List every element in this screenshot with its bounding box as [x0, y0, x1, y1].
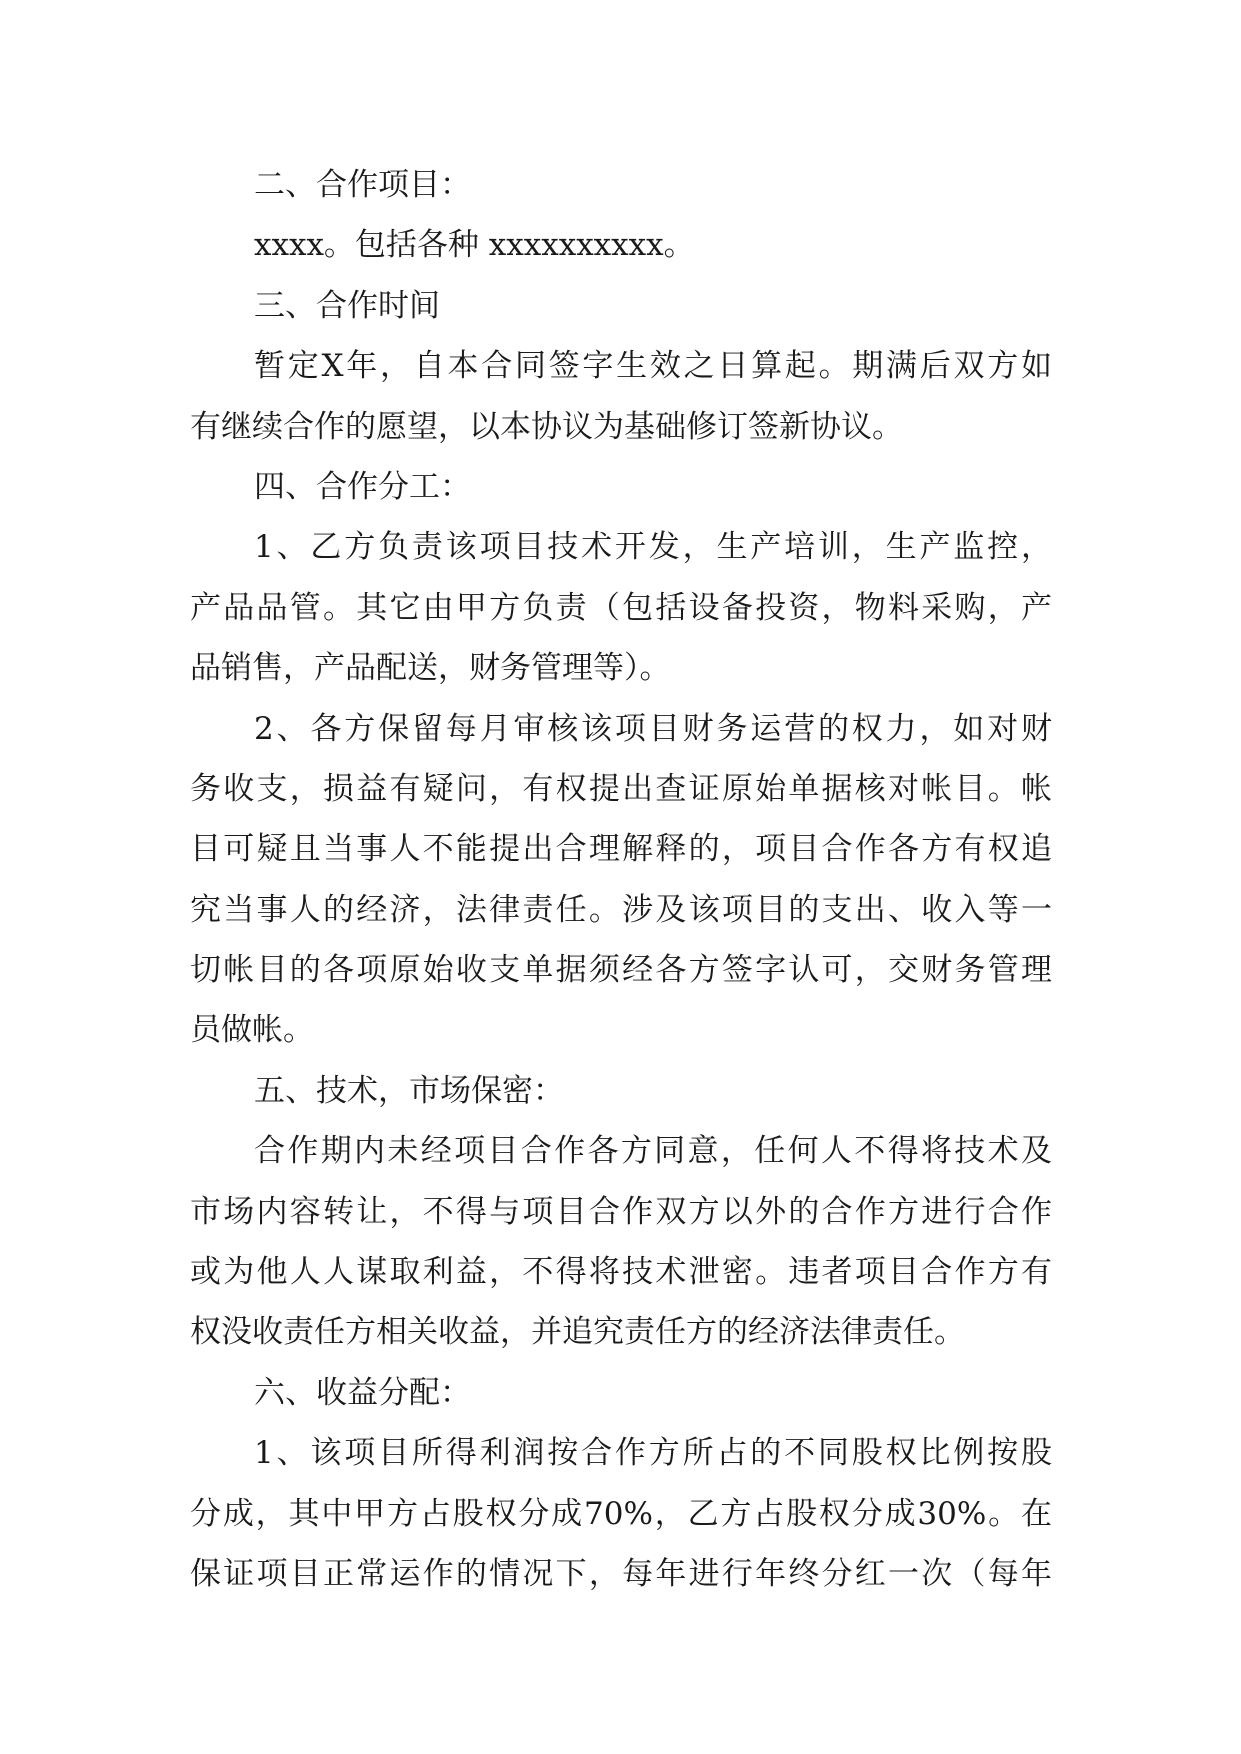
document-body — [190, 155, 1052, 1604]
paragraph-line: 保证项目正常运作的情况下，每年进行年终分红一次（每年 — [190, 1555, 1052, 1592]
paragraph-line: 2、各方保留每月审核该项目财务运营的权力，如对财 — [254, 710, 1052, 747]
paragraph-line: xxxx。包括各种 xxxxxxxxxx。 — [254, 227, 695, 264]
section-heading-confidentiality: 五、技术，市场保密： — [254, 1072, 564, 1109]
paragraph-line: 产品品管。其它由甲方负责（包括设备投资，物料采购，产 — [190, 589, 1052, 626]
paragraph-line: 切帐目的各项原始收支单据须经各方签字认可，交财务管理 — [190, 952, 1052, 989]
paragraph-line: 员做帐。 — [190, 1012, 314, 1049]
paragraph-line: 务收支，损益有疑问，有权提出查证原始单据核对帐目。帐 — [190, 770, 1052, 807]
paragraph-line: 究当事人的经济，法律责任。涉及该项目的支出、收入等一 — [190, 891, 1052, 928]
paragraph-line: 有继续合作的愿望，以本协议为基础修订签新协议。 — [190, 408, 903, 445]
paragraph-line: 权没收责任方相关收益，并追究责任方的经济法律责任。 — [190, 1314, 965, 1351]
paragraph-line: 1、乙方负责该项目技术开发，生产培训，生产监控， — [254, 529, 1052, 566]
paragraph-line: 1、该项目所得利润按合作方所占的不同股权比例按股 — [254, 1435, 1052, 1472]
paragraph-line: 暂定X年，自本合同签字生效之日算起。期满后双方如 — [254, 348, 1052, 385]
section-heading-cooperation-project: 二、合作项目： — [254, 167, 471, 203]
section-heading-profit-distribution: 六、收益分配： — [254, 1374, 471, 1411]
paragraph-line: 市场内容转让，不得与项目合作双方以外的合作方进行合作 — [190, 1193, 1052, 1230]
paragraph-line: 目可疑且当事人不能提出合理解释的，项目合作各方有权追 — [190, 831, 1052, 868]
paragraph-line: 分成，其中甲方占股权分成70%，乙方占股权分成30%。在 — [190, 1495, 1052, 1532]
paragraph-line: 合作期内未经项目合作各方同意，任何人不得将技术及 — [254, 1133, 1052, 1170]
paragraph-line: 或为他人人谋取利益，不得将技术泄密。违者项目合作方有 — [190, 1254, 1052, 1291]
paragraph-line: 品销售，产品配送，财务管理等）。 — [190, 650, 671, 687]
section-heading-division-of-labor: 四、合作分工： — [254, 468, 471, 505]
section-heading-cooperation-time: 三、合作时间 — [254, 287, 440, 324]
